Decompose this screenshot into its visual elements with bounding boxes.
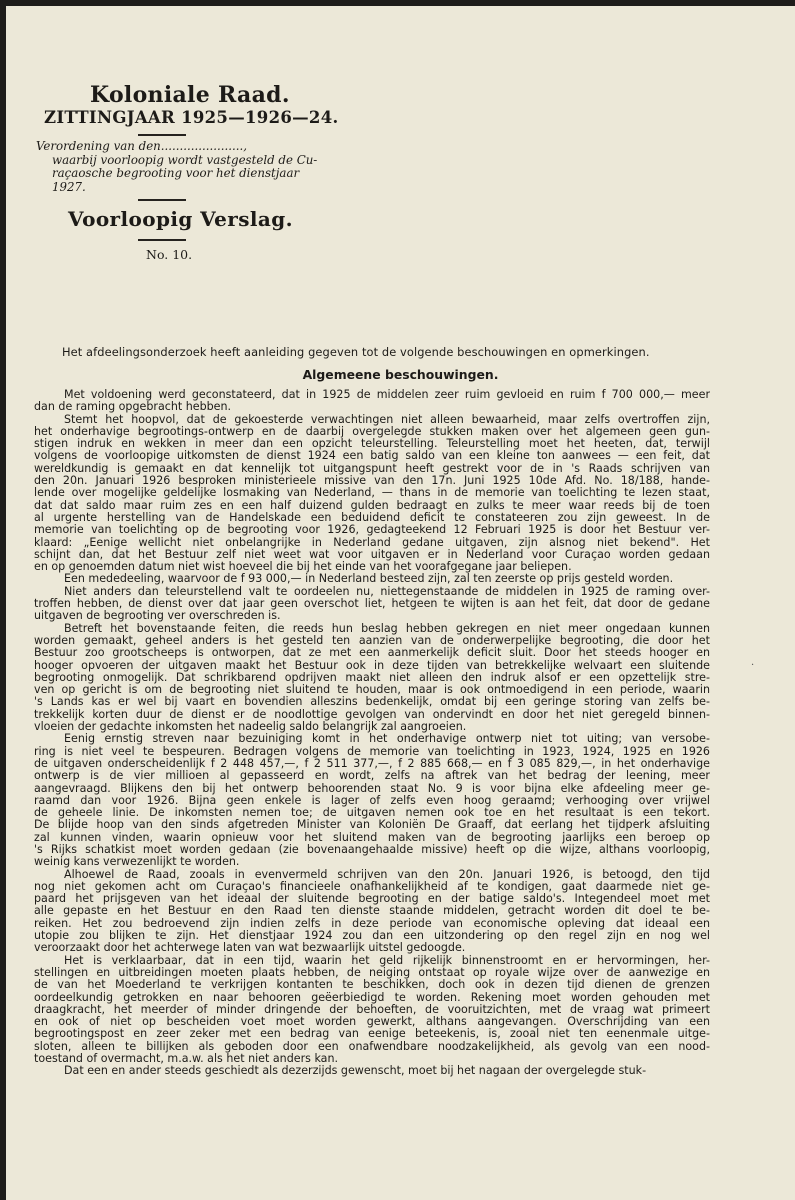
text-line: zal kunnen vinden, waarin opnieuw voor het sluitend maken van de begrooting jaarlijks een beroep op — [34, 831, 710, 844]
text-line: Het is verklaarbaar, dat in een tijd, waarin het geld rijkelijk binnenstroomt en er hervormingen, her- — [64, 954, 710, 967]
council-title: Koloniale Raad. — [90, 82, 290, 108]
margin-mark: · — [751, 660, 755, 671]
text-line: lende over mogelijke geldelijke losmaking van Nederland, — thans in de memorie van toelichting te lezen staat, — [34, 487, 710, 500]
text-line: 's Lands kas er wel bij vaart en bovendien alleszins bedenkelijk, omdat bij een geringe storing van zelfs be- — [34, 696, 710, 709]
text-line: worden gemaakt, geheel anders is het gesteld ten aanzien van de onderwerpelijke begrooting, die door het — [34, 634, 710, 647]
text-line: utopie zou blijken te zijn. Het dienstjaar 1924 zou dan een uitzondering op den regel zijn en nog wel — [34, 930, 710, 943]
paragraph — [34, 623, 710, 734]
text-line: ontwerp is de vier millioen al gepasseerd en wordt, zelfs na aftrek van het bedrag der leening, meer — [34, 770, 710, 783]
text-line: Met voldoening werd geconstateerd, dat in 1925 de middelen zeer ruim gevloeid en ruim f 700 000,— meer — [64, 389, 710, 401]
text-line: nog niet gekomen acht om Curaçao's financieele onafhankelijkheid af te kondigen, gaat daarmede niet ge- — [34, 880, 710, 893]
text-line: uitgaven de begrooting ver overschreden is. — [34, 610, 281, 623]
text-line: Bestuur zoo grootscheeps is ontworpen, dat ze met een aanmerkelijk deficit sluit. Door het steeds hooger en — [34, 647, 710, 660]
text-line: ring is niet veel te bespeuren. Bedragen volgens de memorie van toelichting in 1923, 1924, 1925 en 1926 — [34, 745, 710, 758]
divider-rule — [138, 199, 186, 201]
text-line: sloten, alleen te billijken als geboden door een onafwendbare noodzakelijkheid, als gevolg van een nood- — [34, 1040, 710, 1053]
text-line: Eenig ernstig streven naar bezuiniging komt in het onderhavige ontwerp niet tot uiting; van versobe- — [64, 733, 710, 746]
text-line: volgens de voorloopige uitkomsten de dienst 1924 een batig saldo van een kleine ton aanwees — een feit, dat — [34, 450, 710, 463]
text-line: den 20n. Januari 1926 besproken ministerieele missive van den 17n. Juni 1925 10de Afd. No. 18/188, hande- — [34, 475, 710, 488]
paragraph — [34, 389, 710, 414]
text-line: weinig kans verwezenlijkt te worden. — [34, 856, 240, 869]
text-line: stellingen en uitbreidingen moeten plaats hebben, de neiging ontstaat op royale wijze over de aanwezige en — [34, 966, 710, 979]
text-line: toestand of overmacht, m.a.w. als het niet anders kan. — [34, 1053, 339, 1066]
text-line: en ook of niet op bescheiden voet moet worden gewerkt, althans aangevangen. Overschrijding van een — [34, 1016, 710, 1029]
text-line: de uitgaven onderscheidenlijk f 2 448 457,—, f 2 511 377,—, f 2 885 668,— en f 3 085 829,—, in het onderhavige — [34, 757, 710, 770]
document-page — [6, 6, 795, 1200]
paragraph — [34, 869, 710, 955]
text-line: troffen hebben, de dienst over dat jaar geen overschot liet, hetgeen te wijten is aan het feit, dat door de gedane — [34, 598, 710, 611]
text-line: hooger opvoeren der uitgaven maakt het Bestuur ook in deze tijden van betrekkelijke welvaart een sluitende — [34, 659, 710, 672]
text-line: de van het Moederland te verkrijgen kontanten te beschikken, doch ook in dezen tijd dienen de grenzen — [34, 979, 710, 992]
text-line: Dat een en ander steeds geschiedt als dezerzijds gewenscht, moet bij het nagaan der overgelegde stuk- — [64, 1065, 647, 1078]
paragraph — [34, 414, 710, 574]
text-line: De blijde hoop van den sinds afgetreden Minister van Koloniën De Graaff, dat eerlang het tijdperk afsluiting — [34, 819, 710, 832]
text-line: al urgente herstelling van de Handelskade een beduidend deficit te constateeren zou zijn geweest. In de — [34, 511, 710, 524]
paragraph — [34, 733, 710, 868]
body-text — [34, 389, 710, 1078]
ordinance-line: 1927. — [52, 179, 86, 194]
ordinance-line: raçaosche begrooting voor het dienstjaar — [52, 166, 300, 181]
paragraph — [34, 1065, 710, 1077]
text-line: Stemt het hoopvol, dat de gekoesterde verwachtingen niet alleen bewaarheid, maar zelfs overtroffen zijn, — [64, 413, 710, 426]
text-line: trekkelijk korten duur de dienst er de noodlottige gevolgen van ondervindt en door het niet geregeld binnen- — [34, 708, 710, 721]
text-line: Een mededeeling, waarvoor de f 93 000,— in Nederland besteed zijn, zal ten zeerste op prijs gesteld worden. — [64, 573, 674, 586]
text-line: wereldkundig is gemaakt en dat kennelijk tot uitgangspunt heeft gestrekt voor de in 's Raads schrijven van — [34, 462, 710, 475]
text-line: klaard: „Eenige wellicht niet onbelangrijke in Nederland gedane uitgaven, zijn alsnog niet bekend". Het — [34, 536, 710, 549]
text-line: reiken. Het zou bedroevend zijn indien zelfs in deze periode van economische opleving dat ideaal een — [34, 917, 710, 930]
text-line: memorie van toelichting op de begrooting voor 1926, gedagteekend 12 Februari 1925 is door het Bestuur ver- — [34, 524, 710, 537]
text-line: begrooting onmogelijk. Dat schrikbarend opdrijven maakt niet alleen den indruk alsof er een opzettelijk stre- — [34, 671, 710, 684]
report-number: No. 10. — [146, 247, 193, 262]
text-line: de geheele linie. De inkomsten nemen toe; de uitgaven nemen ook toe en het resultaat is een tekort. — [34, 807, 710, 820]
intro-sentence: Het afdeelingsonderzoek heeft aanleiding gegeven tot de volgende beschouwingen en opmerkingen. — [62, 345, 650, 359]
text-line: dan de raming opgebracht hebben. — [34, 401, 232, 414]
text-line: 's Rijks schatkist moet worden gedaan (zie bovenaangehaalde missive) heeft op die wijze, althans voorloopig, — [34, 843, 710, 856]
paragraph — [34, 955, 710, 1066]
text-line: en op genoemden datum niet wist hoeveel die bij het einde van het voorafgegane jaar beliepen. — [34, 561, 572, 574]
text-line: ven op gericht is om de begrooting niet sluitend te houden, maar is ook ontmoedigend in een periode, waarin — [34, 684, 710, 697]
paragraph — [34, 586, 710, 623]
report-title: Voorloopig Verslag. — [68, 207, 294, 231]
text-line: oordeelkundig getrokken en naar behooren geëerbiedigd te worden. Rekening moet worden gehouden met — [34, 991, 710, 1004]
text-line: Alhoewel de Raad, zooals in evenvermeld schrijven van den 20n. Januari 1926, is betoogd, den tijd — [64, 868, 710, 881]
text-line: raamd dan voor 1926. Bijna geen enkele is lager of zelfs even hoog geraamd; verhooging over vrijwel — [34, 794, 710, 807]
section-heading: Algemeene beschouwingen. — [302, 367, 499, 382]
text-line: vloeien der gedachte inkomsten het nadeelig saldo belangrijk zal aangroeien. — [34, 721, 467, 734]
text-line: stigen indruk en wekken in meer dan een opzicht teleurstelling. Teleurstelling moet het heeten, dat, terwijl — [34, 438, 710, 451]
ordinance-line: Verordening van den......................, — [36, 139, 248, 153]
text-line: alle gepaste en het Bestuur en den Raad ten dienste staande middelen, getracht worden dit doel te be- — [34, 905, 710, 918]
text-line: aangevraagd. Blijkens den bij het ontwerp behoorenden staat No. 9 is voor bijna elke afdeeling meer ge- — [34, 782, 710, 795]
ordinance-description — [36, 139, 318, 194]
text-line: Niet anders dan teleurstellend valt te oordeelen nu, niettegenstaande de middelen in 1925 de raming over- — [64, 585, 710, 598]
paragraph — [34, 573, 710, 585]
text-line: Betreft het bovenstaande feiten, die reeds hun beslag hebben gekregen en niet meer ongedaan kunnen — [64, 622, 710, 635]
text-line: paard het prijsgeven van het ideaal der sluitende begrooting en der batige saldo's. Integendeel moet met — [34, 893, 710, 906]
divider-rule — [138, 239, 186, 241]
text-line: dat dat saldo maar ruim zes en een half duizend gulden bedraagt en zulks te meer waar reeds bij de toen — [34, 499, 710, 512]
session-year: ZITTINGJAAR 1925—1926—24. — [44, 108, 339, 127]
text-line: draagkracht, het meerder of minder dringende der behoeften, de vooruitzichten, met de vraag wat primeert — [34, 1003, 710, 1016]
text-line: schijnt dan, dat het Bestuur zelf niet weet wat voor uitgaven er in Nederland voor Curaçao worden gedaan — [34, 548, 710, 561]
text-line: het onderhavige begrootings-ontwerp en de daarbij overgelegde stukken maken over het algemeen geen gun- — [34, 425, 710, 438]
divider-rule — [138, 134, 186, 136]
ordinance-line: waarbij voorloopig wordt vastgesteld de Cu- — [52, 152, 318, 167]
text-line: begrootingspost en zeer zeker met een bedrag van eenige beteekenis, is, zooal niet ten eenenmale uitge- — [34, 1028, 710, 1041]
text-line: veroorzaakt door het achterwege laten van wat bezwaarlijk uitstel gedoogde. — [34, 942, 466, 955]
